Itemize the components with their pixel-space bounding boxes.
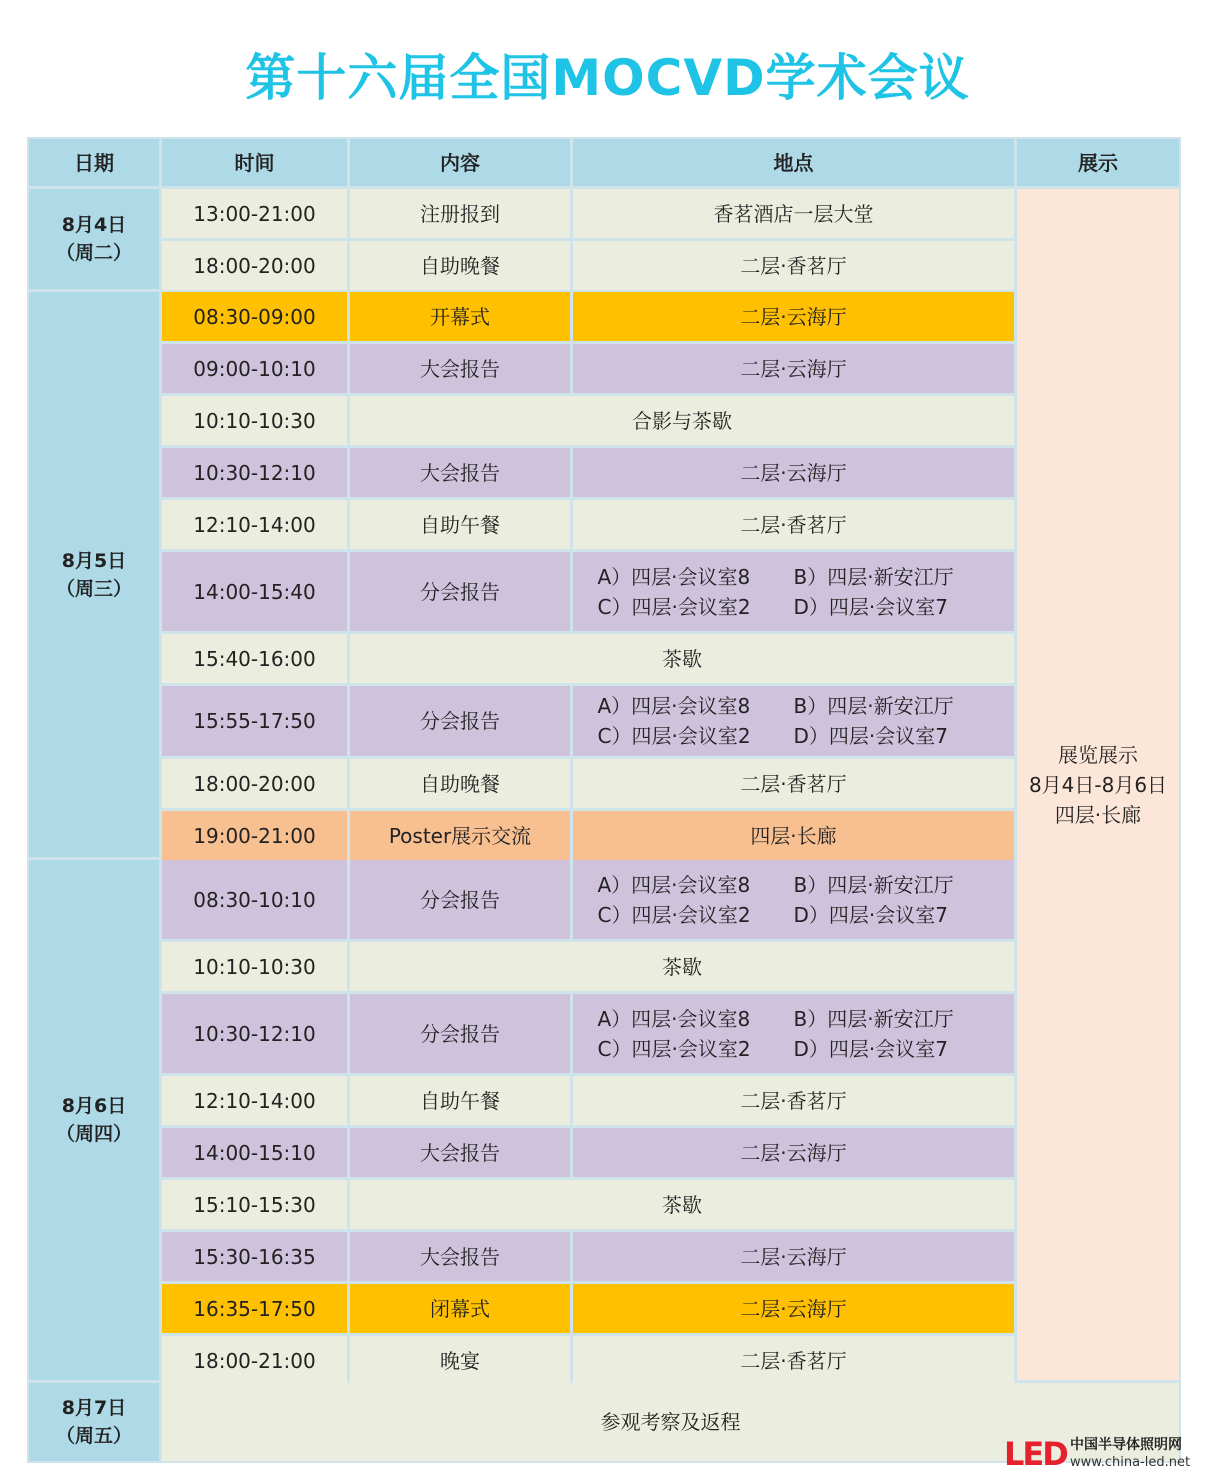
location-cell: 二层·云海厅 [573,448,1014,497]
exhibit-dates: 8月4日-8月6日 [1028,772,1168,797]
content-cell: 自助晚餐 [350,241,570,290]
session-room: D）四层·会议室7 [793,1036,948,1061]
location-cell: 二层·香茗厅 [573,1336,1014,1385]
header-time: 时间 [162,139,347,186]
session-room: D）四层·会议室7 [793,902,948,927]
location-cell: 香茗酒店一层大堂 [573,189,1014,238]
date-weekday: （周二） [55,242,132,264]
session-room: C）四层·会议室2 [597,902,751,927]
session-rooms [598,562,990,622]
time-cell: 15:40-16:00 [162,634,347,683]
location-cell: 二层·香茗厅 [573,241,1014,290]
content-cell: 自助晚餐 [350,759,570,808]
session-room: C）四层·会议室2 [597,1036,751,1061]
session-room: A）四层·会议室8 [597,694,751,718]
exhibit-cell [1017,189,1179,1380]
location-cell: 二层·云海厅 [573,292,1014,341]
content-cell: 大会报告 [350,344,570,393]
location-cell: 二层·云海厅 [573,344,1014,393]
merged-activity-cell: 茶歇 [350,1180,1014,1229]
date-weekday: （周三） [55,577,132,600]
time-cell: 18:00-21:00 [162,1336,347,1385]
date-day: 8月4日 [61,214,127,236]
merged-activity-cell: 合影与茶歇 [350,396,1014,445]
content-cell: 分会报告 [350,686,570,756]
time-cell: 16:35-17:50 [162,1284,347,1333]
session-room-line [598,562,990,592]
time-cell: 10:30-12:10 [162,448,347,497]
date-day: 8月5日 [61,549,127,572]
page-title: 第十六届全国MOCVD学术会议 [245,49,970,107]
time-cell: 12:10-14:00 [162,500,347,549]
date-day: 8月6日 [61,1095,127,1117]
exhibit-title: 展览展示 [1058,742,1138,767]
logo-site-name: 中国半导体照明网 [1070,1437,1182,1453]
header-content: 内容 [350,139,570,186]
date-cell [29,292,159,857]
last-row-merged: 参观考察及返程 [162,1383,1179,1461]
content-cell: 自助午餐 [350,500,570,549]
time-cell: 18:00-20:00 [162,759,347,808]
session-room: B）四层·新安江厅 [793,564,954,589]
location-cell: 二层·香茗厅 [573,759,1014,808]
time-cell: 19:00-21:00 [162,811,347,860]
session-rooms [598,691,990,751]
time-cell: 18:00-20:00 [162,241,347,290]
logo-mark-text: LED [1004,1435,1067,1473]
content-cell: 分会报告 [350,860,570,939]
content-cell: 分会报告 [350,994,570,1073]
header-location: 地点 [573,139,1014,186]
time-cell: 13:00-21:00 [162,189,347,238]
session-room: B）四层·新安江厅 [793,1006,954,1031]
time-cell: 08:30-10:10 [162,860,347,939]
content-cell: 开幕式 [350,292,570,341]
session-room-line [598,900,990,930]
session-room: A）四层·会议室8 [597,564,751,589]
session-rooms [598,870,990,930]
location-cell: 四层·长廊 [573,811,1014,860]
session-room-line [598,1004,990,1034]
session-room: C）四层·会议室2 [597,594,751,619]
time-cell: 10:30-12:10 [162,994,347,1073]
location-cell-multi [573,860,1014,939]
led-logo-mark [1004,1436,1067,1472]
time-cell: 15:10-15:30 [162,1180,347,1229]
time-cell: 15:55-17:50 [162,686,347,756]
session-room: B）四层·新安江厅 [793,694,954,718]
time-cell: 15:30-16:35 [162,1232,347,1281]
location-cell-multi [573,994,1014,1073]
content-cell: 分会报告 [350,552,570,631]
time-cell: 09:00-10:10 [162,344,347,393]
content-cell: 闭幕式 [350,1284,570,1333]
location-cell-multi [573,686,1014,756]
session-room: B）四层·新安江厅 [793,872,954,897]
logo-url: www.china-led.net [1070,1455,1191,1470]
time-cell: 10:10-10:30 [162,396,347,445]
date-weekday: （周五） [55,1425,132,1447]
time-cell: 10:10-10:30 [162,942,347,991]
content-cell: 晚宴 [350,1336,570,1385]
session-rooms [598,1004,990,1064]
schedule-table [27,137,1181,1463]
location-cell: 二层·香茗厅 [573,1076,1014,1125]
exhibit-location: 四层·长廊 [1054,802,1142,827]
session-room: C）四层·会议室2 [597,724,751,748]
merged-activity-cell: 茶歇 [350,634,1014,683]
content-cell: 大会报告 [350,1232,570,1281]
time-cell: 14:00-15:10 [162,1128,347,1177]
date-day: 8月7日 [61,1397,127,1419]
time-cell: 14:00-15:40 [162,552,347,631]
session-room: A）四层·会议室8 [597,872,751,897]
location-cell: 二层·云海厅 [573,1284,1014,1333]
location-cell: 二层·香茗厅 [573,500,1014,549]
date-weekday: （周四） [55,1123,132,1145]
content-cell: 自助午餐 [350,1076,570,1125]
content-cell: 大会报告 [350,448,570,497]
session-room-line [598,870,990,900]
date-cell [29,189,159,289]
merged-activity-cell: 茶歇 [350,942,1014,991]
location-cell-multi [573,552,1014,631]
session-room: D）四层·会议室7 [793,724,948,748]
session-room-line [598,691,990,721]
content-cell: 注册报到 [350,189,570,238]
content-cell: 大会报告 [350,1128,570,1177]
site-logo [1004,1436,1204,1472]
content-cell: Poster展示交流 [350,811,570,860]
time-cell: 12:10-14:00 [162,1076,347,1125]
location-cell: 二层·云海厅 [573,1128,1014,1177]
session-room-line [598,721,990,751]
time-cell: 08:30-09:00 [162,292,347,341]
location-cell: 二层·云海厅 [573,1232,1014,1281]
session-room-line [598,592,990,622]
header-date: 日期 [29,139,159,186]
session-room: A）四层·会议室8 [597,1006,751,1031]
date-cell [29,1383,159,1461]
header-exhibit: 展示 [1017,139,1179,186]
session-room-line [598,1034,990,1064]
date-cell [29,860,159,1380]
session-room: D）四层·会议室7 [793,594,948,619]
